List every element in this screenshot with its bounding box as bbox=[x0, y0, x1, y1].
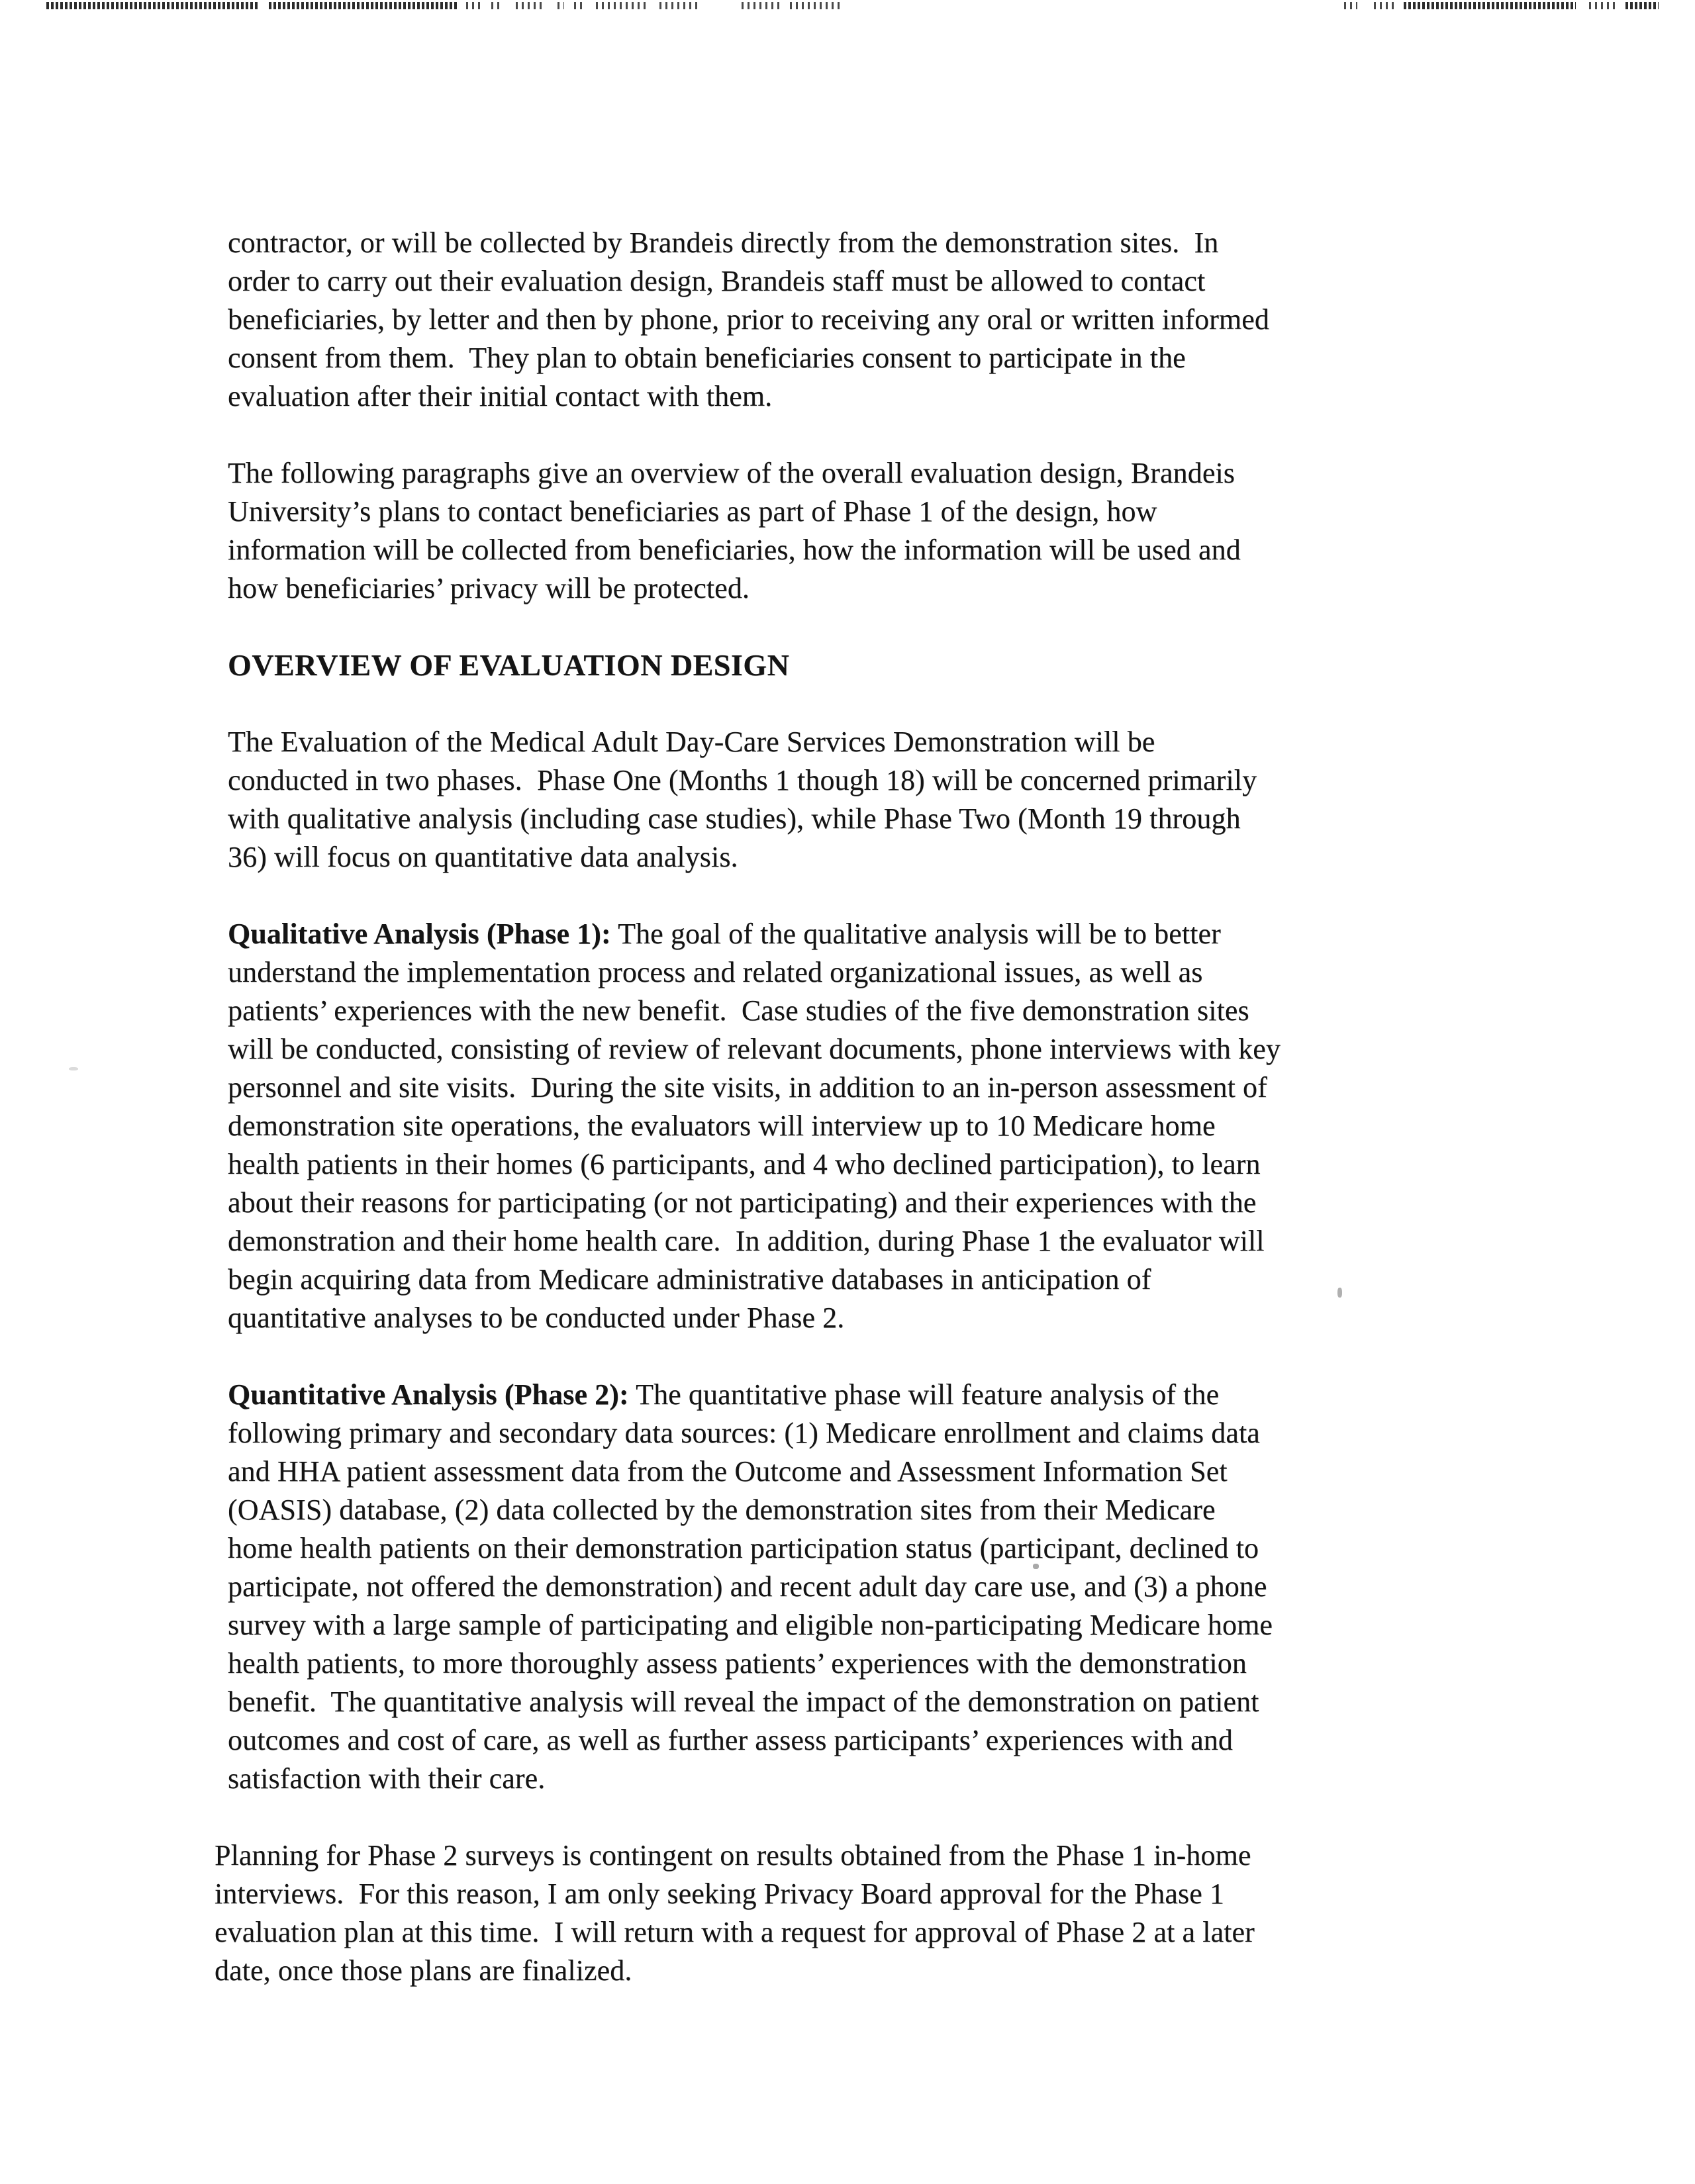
text-line: The Evaluation of the Medical Adult Day-Care Services Demonstration will be bbox=[228, 726, 1155, 758]
scan-noise-artifact bbox=[1374, 2, 1394, 9]
text-line: evaluation after their initial contact with them. bbox=[228, 380, 773, 412]
section-heading: OVERVIEW OF EVALUATION DESIGN bbox=[228, 648, 790, 682]
scan-noise-artifact bbox=[557, 2, 564, 9]
text-line: conducted in two phases. Phase One (Months 1 though 18) will be concerned primarily bbox=[228, 764, 1257, 796]
paragraph-evaluation-phases bbox=[228, 723, 1281, 877]
scan-noise-artifact bbox=[596, 2, 649, 9]
text-line: home health patients on their demonstration participation status (participant, declined to bbox=[228, 1532, 1259, 1564]
text-line: beneficiaries, by letter and then by phone, prior to receiving any oral or written informed bbox=[228, 303, 1269, 336]
scan-speck-artifact bbox=[69, 1067, 78, 1070]
scan-noise-artifact bbox=[742, 2, 781, 9]
text-line: order to carry out their evaluation design, Brandeis staff must be allowed to contact bbox=[228, 265, 1206, 297]
text-line: participate, not offered the demonstration) and recent adult day care use, and (3) a phone bbox=[228, 1570, 1267, 1603]
text-line: evaluation plan at this time. I will return with a request for approval of Phase 2 at a later bbox=[215, 1916, 1255, 1948]
text-line: health patients in their homes (6 participants, and 4 who declined participation), to learn bbox=[228, 1148, 1261, 1180]
text-line: (OASIS) database, (2) data collected by the demonstration sites from their Medicare bbox=[228, 1494, 1216, 1526]
scan-noise-artifact bbox=[1344, 2, 1357, 9]
text-line: benefit. The quantitative analysis will reveal the impact of the demonstration on patient bbox=[228, 1685, 1259, 1718]
text-line: begin acquiring data from Medicare administrative databases in anticipation of bbox=[228, 1263, 1151, 1296]
text-line: demonstration site operations, the evaluators will interview up to 10 Medicare home bbox=[228, 1110, 1216, 1142]
scan-noise-artifact bbox=[46, 2, 260, 9]
text-line: Planning for Phase 2 surveys is contingent on results obtained from the Phase 1 in-home bbox=[215, 1839, 1251, 1872]
paragraph-qualitative-analysis bbox=[228, 915, 1281, 1337]
text-line: health patients, to more thoroughly assess patients’ experiences with the demonstration bbox=[228, 1647, 1247, 1680]
text-line: contractor, or will be collected by Brandeis directly from the demonstration sites. In bbox=[228, 226, 1219, 259]
text-line: how beneficiaries’ privacy will be protected. bbox=[228, 572, 750, 604]
text-line: information will be collected from beneficiaries, how the information will be used and bbox=[228, 534, 1241, 566]
text-line: 36) will focus on quantitative data analysis. bbox=[228, 841, 738, 873]
text-line: and HHA patient assessment data from the Outcome and Assessment Information Set bbox=[228, 1455, 1228, 1488]
text-line: outcomes and cost of care, as well as further assess participants’ experiences with and bbox=[228, 1724, 1233, 1756]
text-line: demonstration and their home health care. In addition, during Phase 1 the evaluator will bbox=[228, 1225, 1265, 1257]
scan-noise-artifact bbox=[1625, 2, 1659, 9]
text-line: Qualitative Analysis (Phase 1): The goal of the qualitative analysis will be to better bbox=[228, 918, 1221, 950]
text-line: will be conducted, consisting of review of relevant documents, phone interviews with key bbox=[228, 1033, 1281, 1065]
paragraph-intro-contact bbox=[228, 224, 1281, 416]
text-line: University’s plans to contact beneficiaries as part of Phase 1 of the design, how bbox=[228, 495, 1157, 528]
document-body bbox=[215, 224, 1281, 2028]
text-line: date, once those plans are finalized. bbox=[215, 1954, 632, 1987]
text-line: interviews. For this reason, I am only seeking Privacy Board approval for the Phase 1 bbox=[215, 1877, 1225, 1910]
scan-noise-artifact bbox=[1404, 2, 1576, 9]
text-line: following primary and secondary data sources: (1) Medicare enrollment and claims data bbox=[228, 1417, 1260, 1449]
text-line: patients’ experiences with the new benefit. Case studies of the five demonstration sites bbox=[228, 994, 1249, 1027]
scan-noise-artifact bbox=[574, 2, 583, 9]
scan-noise-artifact bbox=[1589, 2, 1616, 9]
text-line: with qualitative analysis (including case studies), while Phase Two (Month 19 through bbox=[228, 802, 1241, 835]
text-line: personnel and site visits. During the site visits, in addition to an in-person assessment of bbox=[228, 1071, 1267, 1104]
text-line: about their reasons for participating (or not participating) and their experiences with the bbox=[228, 1186, 1257, 1219]
scan-noise-artifact bbox=[491, 2, 502, 9]
text-line: survey with a large sample of participating and eligible non-participating Medicare home bbox=[228, 1609, 1273, 1641]
scan-noise-artifact bbox=[790, 2, 843, 9]
text-line: satisfaction with their care. bbox=[228, 1762, 546, 1795]
scan-speck-artifact bbox=[1337, 1288, 1342, 1298]
text-line: quantitative analyses to be conducted under Phase 2. bbox=[228, 1302, 845, 1334]
text-line: understand the implementation process and related organizational issues, as well as bbox=[228, 956, 1203, 988]
scan-noise-artifact bbox=[269, 2, 458, 9]
paragraph-quantitative-analysis bbox=[228, 1376, 1281, 1798]
text-line: The following paragraphs give an overview of the overall evaluation design, Brandeis bbox=[228, 457, 1235, 489]
scan-noise-artifact bbox=[516, 2, 544, 9]
text-line: consent from them. They plan to obtain beneficiaries consent to participate in the bbox=[228, 342, 1186, 374]
scan-noise-artifact bbox=[659, 2, 701, 9]
paragraph-overview-intro bbox=[228, 454, 1281, 608]
scan-noise-artifact bbox=[466, 2, 481, 9]
text-line: Quantitative Analysis (Phase 2): The quantitative phase will feature analysis of the bbox=[228, 1378, 1220, 1411]
paragraph-phase2-planning bbox=[215, 1836, 1281, 1990]
